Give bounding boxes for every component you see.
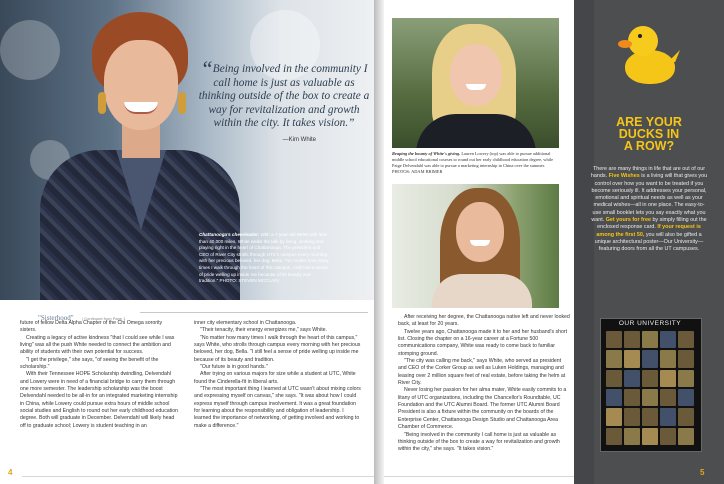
footer-rule xyxy=(22,476,374,477)
page-number-left: 4 xyxy=(8,468,13,477)
paragraph: With their Tennessee HOPE Scholarship dwindling, Delvendahl and Lowery were in need of a financial bridge to carry them through one more semester. The leadership scholarship was the boost Delvendahl needed to be all-in for an integrated marketing internship in China, while Lowery could pursue extra hours of middle school social studies and English to round out her early childhood education degree. Both will graduate in December. Delvendahl will likely head off to graduate school; Lowery is student teaching in an xyxy=(20,371,179,429)
paragraph: "The city was calling me back," says White, who served as president and CEO of the Corker Group as well as Luken Holdings, managing and leasing over 2 million square feet of real estate, before taking the helm at River City. xyxy=(398,358,566,387)
door-image xyxy=(606,408,622,425)
photo-caption xyxy=(392,151,560,175)
pull-quote: “Being involved in the community I call home is just as valuable as thinking outside of the box to create a way for revitalization and growth within the city. It takes vision.” —Kim White xyxy=(198,56,370,143)
door-image xyxy=(642,408,658,425)
footer-rule xyxy=(384,476,574,477)
photo-caption-text: Lauren Lowery (top) was able to pursue additional middle school educational courses to round out her early childhood education degree, while Paige Delvendahl was able to pursue a marketing internship in China over the summer. xyxy=(392,151,554,168)
article-column-3 xyxy=(398,314,570,464)
door-image xyxy=(660,408,676,425)
sidebar-headline: ARE YOUR DUCKS IN A ROW? xyxy=(616,115,682,153)
sidebar-body: There are many things in life that are out of our hands. Five Wishes is a living will that gives you control over how you want to be treated if you become seriously ill. It addresses your personal, emotional and spiritual needs as well as your medical wishes—all in one place. The easy-to-use small booklet lets you say exactly what you want. Get yours for free by simply filling out the enclosed response card. If your request is among the first 50, you will also be gifted a unique architectural poster—Our University—featuring doors from all the UT campuses. xyxy=(590,166,708,253)
photo-caption-credit: PHOTOS: ADAM BRIMER xyxy=(392,169,443,174)
poster-title: OUR UNIVERSITY xyxy=(618,320,682,327)
door-image xyxy=(660,389,676,406)
door-image xyxy=(678,389,694,406)
door-image xyxy=(624,370,640,387)
paragraph: Creating a legacy of active kindness "that I could see while I was living" was all the push White needed to connect the ambition and ability of students with their own potential for success. xyxy=(20,334,175,356)
paragraph: Never losing her passion for her alma mater, White easily commits to a litany of UTC organizations, including the Chancellor's Roundtable, UC Foundation and the UTC Alumni Board. The former UTC Alumni Board President is also a fixture within the community on the boards of the Enterprise Center, Chattanooga Design Studio and Chattanooga Area Chamber of Commerce. xyxy=(398,387,567,431)
door-image xyxy=(624,408,640,425)
hero-caption-credit: PHOTO: STEVEN MCCLAIN xyxy=(219,278,279,284)
first-50-highlight: If your request is among the first 50, xyxy=(596,224,701,238)
page-number-right: 5 xyxy=(700,468,705,477)
paragraph: inner city elementary school in Chattanooga. xyxy=(194,320,297,326)
door-image xyxy=(624,428,640,445)
rubber-duck-icon xyxy=(625,50,675,84)
paragraph: "Being involved in the community I call home is just as valuable as thinking outside of the box to create a way for revitalization and growth within the city," she says. "It takes vision." xyxy=(398,431,560,453)
door-image xyxy=(606,389,622,406)
photo-paige-delvendahl xyxy=(392,184,559,308)
pull-quote-attribution: —Kim White xyxy=(282,136,316,143)
article-column-2 xyxy=(194,320,362,468)
door-image xyxy=(606,331,622,348)
paragraph: "The most important thing I learned at UTC wasn't about mixing colors and expressing myself on canvas," she says. "It was about how I could express myself through campus involvement. It was a great foundation for learning about the responsibility and obligation of leadership. I learned the importance of networking, of getting involved and working to make a difference." xyxy=(194,386,361,429)
get-free-highlight: Get yours for free xyxy=(605,217,651,224)
earring-icon xyxy=(178,92,186,114)
section-title: "Sisterhood" xyxy=(38,314,74,322)
quote-mark-icon: “ xyxy=(200,56,213,81)
five-wishes-highlight: Five Wishes xyxy=(608,173,640,180)
page-gutter xyxy=(374,0,384,484)
poster-door-grid xyxy=(606,331,694,445)
door-image xyxy=(660,331,676,348)
door-image xyxy=(678,350,694,367)
door-image xyxy=(660,350,676,367)
paragraph: "Their tenacity, their energy energizes me," says White. xyxy=(200,327,327,334)
paragraph: After receiving her degree, the Chattanooga native left and never looked back, at least for 20 years. xyxy=(398,314,570,328)
door-image xyxy=(678,370,694,387)
door-image xyxy=(678,408,694,425)
door-image xyxy=(642,350,658,367)
hero-caption-text: With a 7-year-old BMW with less than 40,000 miles, White walks the talk by living, working and playing right in the heart of Chattanooga. The president and CEO of River City strolls through UTC's campus every morning with her precious beloved, her dog, Bella. "No matter how many times I walk through the heart of this campus, I still feel a sense of pride welling up inside me because of its beauty and tradition." xyxy=(199,232,329,284)
pull-quote-text: Being involved in the community I call home is just as valuable as thinking outside of the box to create a way for revitalization and growth within the city. It takes vision. xyxy=(198,63,370,130)
section-rule xyxy=(140,312,368,313)
paragraph: "I get the privilege," she says, "of seeing the benefit of the scholarship." xyxy=(20,356,159,371)
door-image xyxy=(642,370,658,387)
earring-icon xyxy=(98,92,106,114)
paragraph: "No matter how many times I walk through the heart of this campus," says White, who strolls through campus every morning with her precious beloved, her dog, Bella. "I still feel a sense of pride welling up inside me because of its beauty and tradition. xyxy=(194,334,361,363)
article-column-1 xyxy=(20,320,180,468)
paragraph: "Our future is in good hands." xyxy=(200,364,268,371)
portrait-face xyxy=(104,40,178,130)
paragraph: After trying on various majors for size while a student at UTC, White found the Cinderella-fit in liberal arts. xyxy=(194,371,356,385)
door-image xyxy=(642,428,658,445)
door-image xyxy=(624,350,640,367)
photo-lauren-lowery xyxy=(392,18,559,148)
door-image xyxy=(642,331,658,348)
paragraph: future of fellow Delta Alpha Chapter of the Chi Omega sorority sisters. xyxy=(20,320,163,334)
door-image xyxy=(606,428,622,445)
hero-caption xyxy=(199,232,329,285)
door-image xyxy=(606,350,622,367)
hero-caption-lead: Chattanooga's cheerleader: xyxy=(199,232,260,237)
door-image xyxy=(642,389,658,406)
door-image xyxy=(624,389,640,406)
paragraph: Twelve years ago, Chattanooga made it to her and her husband's short list. Closing the chapter on a 16-year career at a Fortune 500 communications company, White was ready to come back to familiar stomping ground. xyxy=(398,328,568,357)
door-image xyxy=(678,331,694,348)
door-image xyxy=(660,428,676,445)
door-image xyxy=(624,331,640,348)
continued-label: | Continued from Page 1 xyxy=(82,316,126,321)
door-image xyxy=(660,370,676,387)
photo-caption-lead: Reaping the bounty of White's giving. xyxy=(392,151,461,156)
door-image xyxy=(606,370,622,387)
door-image xyxy=(678,428,694,445)
